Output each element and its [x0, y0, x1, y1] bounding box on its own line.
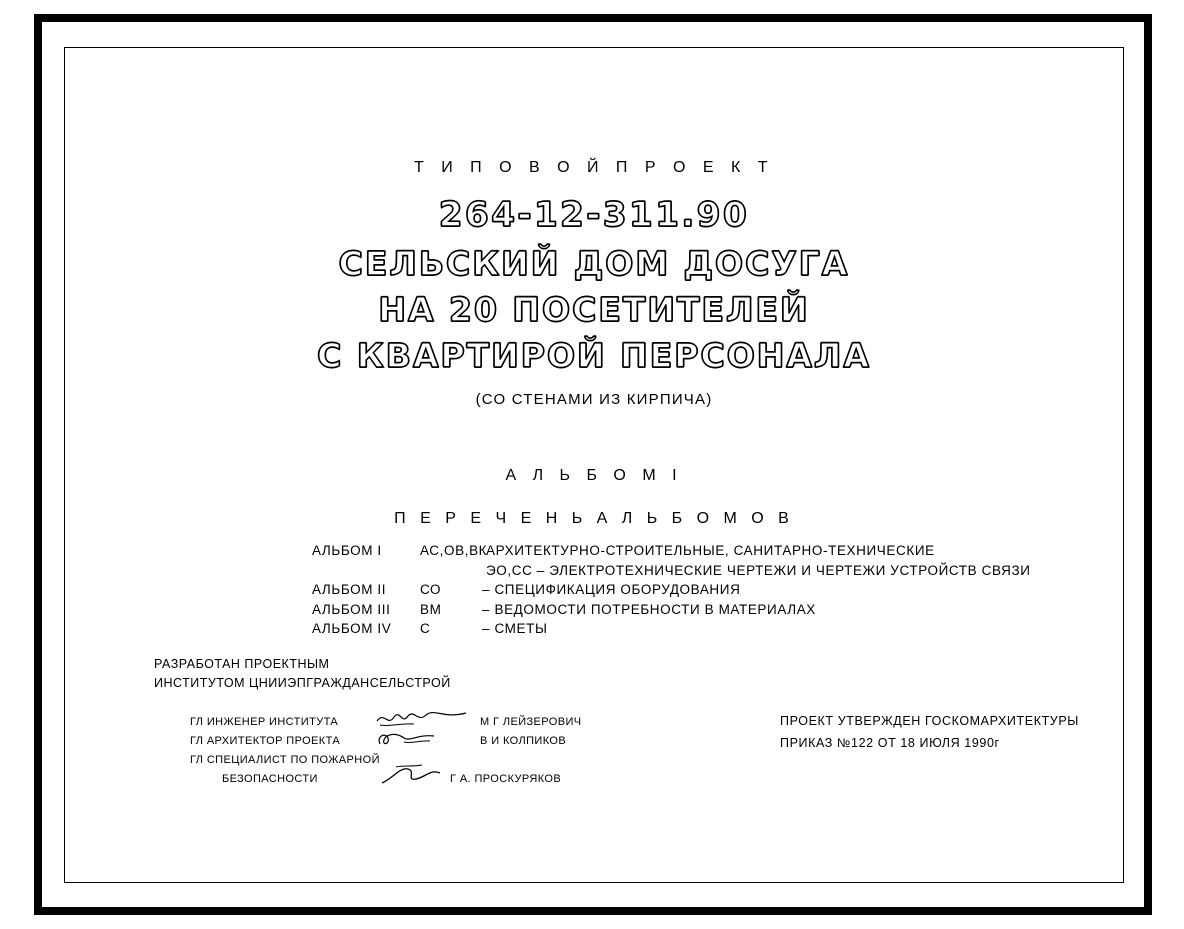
signature-row — [190, 751, 582, 770]
approval-block — [780, 710, 1079, 754]
signature-name: Г А. ПРОСКУРЯКОВ — [450, 773, 562, 785]
signature-role: ГЛ АРХИТЕКТОР ПРОЕКТА — [190, 735, 341, 747]
album-item-name: АЛЬБОМ III — [312, 601, 391, 617]
album-item-description: – СМЕТЫ — [482, 621, 548, 636]
signature-role-cont: БЕЗОПАСНОСТИ — [222, 773, 318, 785]
album-list-item — [312, 600, 1031, 620]
album-list-item — [312, 541, 1031, 561]
album-item-parts: СО — [420, 582, 442, 597]
album-list — [312, 541, 1031, 639]
album-item-description-cont: ЭО,СС – ЭЛЕКТРОТЕХНИЧЕСКИЕ ЧЕРТЕЖИ И ЧЕРТЕЖИ УСТРОЙСТВ СВЯЗИ — [486, 562, 1031, 578]
signature-row — [190, 713, 582, 732]
developer-block — [154, 655, 451, 693]
album-item-parts: С — [420, 621, 431, 636]
developer-line-1: РАЗРАБОТАН ПРОЕКТНЫМ — [154, 657, 330, 671]
signature-role: ГЛ СПЕЦИАЛИСТ ПО ПОЖАРНОЙ — [190, 754, 380, 766]
approval-line-1: ПРОЕКТ УТВЕРЖДЕН ГОСКОМАРХИТЕКТУРЫ — [780, 714, 1079, 728]
album-list-item — [312, 580, 1031, 600]
project-type-label: Т И П О В О Й П Р О Е К Т — [413, 159, 775, 176]
album-item-name: АЛЬБОМ I — [312, 543, 382, 558]
signature-role: ГЛ ИНЖЕНЕР ИНСТИТУТА — [190, 716, 339, 728]
album-list-item-continuation — [312, 561, 1031, 581]
album-item-name: АЛЬБОМ II — [312, 582, 387, 597]
album-number: А Л Ь Б О М I — [505, 467, 683, 484]
project-title-line-2: НА 20 ПОСЕТИТЕЛЕЙ — [378, 290, 810, 329]
album-list-item — [312, 619, 1031, 639]
album-item-description: АРХИТЕКТУРНО-СТРОИТЕЛЬНЫЕ, САНИТАРНО-ТЕХНИЧЕСКИЕ — [486, 543, 935, 558]
album-list-heading: П Е Р Е Ч Е Н Ь А Л Ь Б О М О В — [394, 510, 794, 527]
sheet-content — [64, 47, 1124, 883]
project-code: 264-12-311.90 — [438, 195, 750, 235]
signature-name: М Г ЛЕЙЗЕРОВИЧ — [480, 716, 582, 728]
project-subtitle: (СО СТЕНАМИ ИЗ КИРПИЧА) — [475, 391, 713, 408]
developer-line-2: ИНСТИТУТОМ ЦНИИЭПГРАЖДАНСЕЛЬСТРОЙ — [154, 676, 451, 690]
project-title-line-3: С КВАРТИРОЙ ПЕРСОНАЛА — [317, 336, 871, 375]
project-title-line-1: СЕЛЬСКИЙ ДОМ ДОСУГА — [338, 244, 850, 283]
album-item-parts: АС,ОВ,ВК — [420, 543, 488, 558]
album-item-parts: ВМ — [420, 601, 442, 617]
signature-name: В И КОЛПИКОВ — [480, 735, 567, 747]
album-item-description: – СПЕЦИФИКАЦИЯ ОБОРУДОВАНИЯ — [482, 582, 741, 597]
album-item-name: АЛЬБОМ IV — [312, 621, 392, 636]
signature-name-third — [450, 770, 561, 789]
album-item-description: – ВЕДОМОСТИ ПОТРЕБНОСТИ В МАТЕРИАЛАХ — [482, 601, 816, 617]
approval-line-2: ПРИКАЗ №122 ОТ 18 ИЮЛЯ 1990г — [780, 736, 1000, 750]
signature-row — [190, 732, 582, 751]
